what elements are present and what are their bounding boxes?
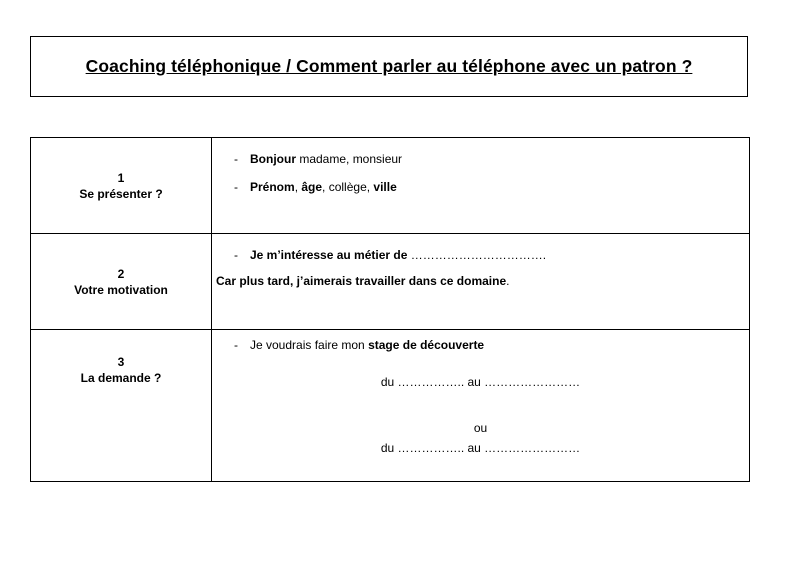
step-cell — [31, 138, 212, 234]
step-number: 2 — [117, 266, 125, 281]
step-number: 3 — [117, 355, 125, 369]
step-label: La demande ? — [80, 371, 162, 385]
table-row — [31, 234, 750, 330]
step-label: Votre motivation — [74, 282, 168, 297]
list-item: - Prénom, âge, collège, ville — [234, 180, 397, 194]
table-row — [31, 138, 750, 234]
step-content — [212, 138, 750, 234]
date-range-2: du …………….. au …………………… — [380, 441, 581, 455]
table-row — [31, 330, 750, 482]
document-title: Coaching téléphonique / Comment parler au téléphone avec un patron ? — [85, 56, 693, 76]
or-label: ou — [473, 421, 488, 435]
step-cell — [31, 234, 212, 330]
sentence: Car plus tard, j’aimerais travailler dans ce domaine. — [216, 274, 510, 288]
title-box — [30, 36, 748, 97]
step-cell — [31, 330, 212, 482]
step-content — [212, 330, 750, 482]
list-item: - Je m’intéresse au métier de ……………………………. — [234, 248, 547, 262]
step-label: Se présenter ? — [79, 186, 163, 201]
list-item: - Je voudrais faire mon stage de découverte — [234, 338, 485, 352]
step-number: 1 — [117, 170, 125, 185]
date-range-1: du …………….. au …………………… — [380, 375, 581, 389]
list-item: - Bonjour madame, monsieur — [234, 152, 403, 166]
steps-table — [30, 137, 750, 482]
step-content — [212, 234, 750, 330]
